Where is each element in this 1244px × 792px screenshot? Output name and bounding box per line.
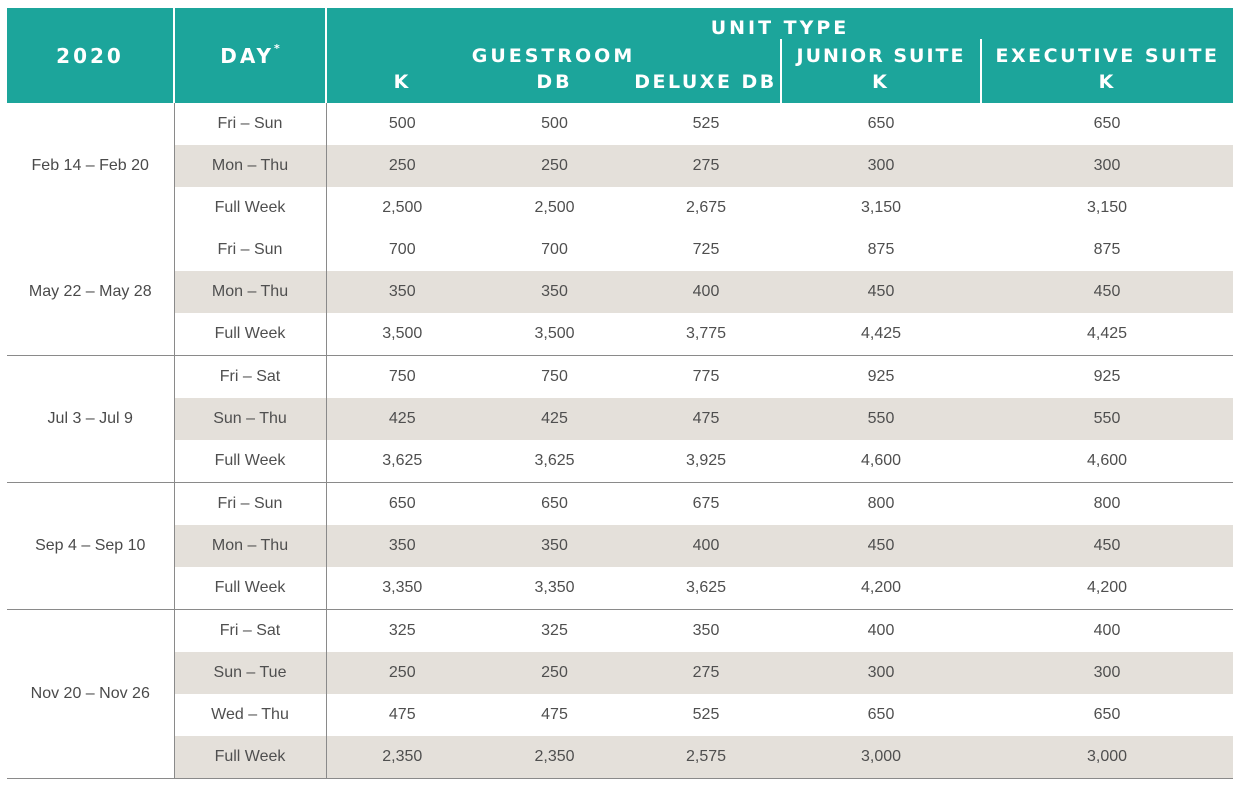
day-range: Fri – Sun [174, 103, 326, 145]
points-value: 325 [541, 622, 568, 639]
day-range: Fri – Sun [174, 483, 326, 526]
year-header: 2020 [7, 8, 174, 103]
points-value: 300 [981, 145, 1233, 187]
table-row [7, 356, 1233, 399]
day-range: Mon – Thu [174, 145, 326, 187]
day-footnote-mark: * [273, 41, 280, 55]
points-value: 3,000 [981, 736, 1233, 779]
table-row [7, 398, 1233, 440]
points-value: 350 [326, 525, 478, 567]
period-label: Jul 3 – Jul 9 [7, 356, 174, 483]
points-value: 4,600 [981, 440, 1233, 483]
day-range: Full Week [174, 187, 326, 229]
table-row [7, 440, 1233, 483]
points-value: 450 [981, 271, 1233, 313]
points-value: 300 [781, 652, 981, 694]
table-row [7, 610, 1233, 653]
period-label: May 22 – May 28 [7, 229, 174, 356]
points-value: 700 [541, 241, 568, 258]
day-header: DAY* [174, 8, 326, 103]
points-value: 800 [867, 495, 895, 512]
table-row [7, 271, 1233, 313]
day-range: Wed – Thu [174, 694, 326, 736]
table-row [7, 313, 1233, 356]
points-value: 875 [867, 241, 895, 258]
points-value: 250 [326, 145, 478, 187]
period-label: Feb 14 – Feb 20 [7, 103, 174, 229]
points-value: 3,350 [326, 567, 478, 610]
points-value: 3,500 [326, 313, 478, 356]
points-value: 800 [1093, 495, 1121, 512]
points-value: 2,675 [685, 199, 727, 216]
points-value: 300 [781, 145, 981, 187]
table-row [7, 229, 1233, 271]
points-value: 3,625 [478, 440, 631, 483]
points-value: 875 [1093, 241, 1121, 258]
points-value: 4,600 [781, 440, 981, 483]
points-value: 2,350 [478, 736, 631, 779]
points-value: 3,925 [631, 440, 781, 483]
points-chart-table [7, 8, 1233, 779]
table-row [7, 145, 1233, 187]
points-value: 4,425 [781, 313, 981, 356]
points-value: 3,775 [631, 313, 781, 356]
points-value: 650 [541, 495, 568, 512]
rate-rows [7, 103, 1233, 779]
points-value: 350 [692, 622, 720, 639]
points-value: 450 [781, 525, 981, 567]
points-value: 650 [867, 115, 895, 132]
points-value: 4,425 [981, 313, 1233, 356]
points-value: 350 [478, 271, 631, 313]
points-value: 3,500 [478, 313, 631, 356]
guestroom-header: GUESTROOM [326, 39, 781, 67]
points-value: 500 [388, 115, 416, 132]
period-label: Sep 4 – Sep 10 [7, 483, 174, 610]
day-range: Full Week [174, 440, 326, 483]
day-range: Full Week [174, 567, 326, 610]
points-value: 525 [692, 706, 720, 723]
points-value: 3,150 [1086, 199, 1128, 216]
day-range: Full Week [174, 736, 326, 779]
executive-suite-k-header: K [981, 67, 1233, 103]
junior-suite-k-header: K [781, 67, 981, 103]
day-range: Sun – Tue [174, 652, 326, 694]
points-value: 400 [631, 271, 781, 313]
points-value: 750 [388, 368, 416, 385]
points-value: 400 [1093, 622, 1121, 639]
day-range: Mon – Thu [174, 525, 326, 567]
executive-suite-header: EXECUTIVE SUITE [981, 39, 1233, 67]
points-value: 3,150 [860, 199, 902, 216]
day-range: Full Week [174, 313, 326, 356]
points-value: 400 [631, 525, 781, 567]
table-row [7, 567, 1233, 610]
points-value: 675 [692, 495, 720, 512]
points-value: 525 [692, 115, 720, 132]
day-range: Fri – Sat [174, 610, 326, 653]
points-value: 350 [478, 525, 631, 567]
junior-suite-header: JUNIOR SUITE [781, 39, 981, 67]
points-value: 2,500 [382, 199, 423, 216]
points-value: 4,200 [981, 567, 1233, 610]
points-value: 3,000 [781, 736, 981, 779]
points-value: 650 [1093, 115, 1121, 132]
guestroom-db-header: DB [478, 67, 631, 103]
points-value: 275 [631, 145, 781, 187]
table-row [7, 652, 1233, 694]
points-value: 250 [478, 652, 631, 694]
points-value: 650 [388, 495, 416, 512]
points-value: 3,350 [478, 567, 631, 610]
points-value: 500 [541, 115, 568, 132]
period-label: Nov 20 – Nov 26 [7, 610, 174, 779]
points-value: 775 [692, 368, 720, 385]
points-value: 725 [692, 241, 720, 258]
points-value: 3,625 [631, 567, 781, 610]
points-value: 4,200 [781, 567, 981, 610]
points-value: 3,625 [326, 440, 478, 483]
points-value: 550 [981, 398, 1233, 440]
points-value: 450 [981, 525, 1233, 567]
day-range: Fri – Sun [174, 229, 326, 271]
points-value: 450 [781, 271, 981, 313]
points-value: 325 [388, 622, 416, 639]
table-row [7, 694, 1233, 736]
points-value: 700 [388, 241, 416, 258]
day-range: Mon – Thu [174, 271, 326, 313]
points-value: 350 [326, 271, 478, 313]
day-range: Sun – Thu [174, 398, 326, 440]
points-value: 425 [326, 398, 478, 440]
table-row [7, 103, 1233, 145]
day-range: Fri – Sat [174, 356, 326, 399]
points-value: 925 [1093, 368, 1121, 385]
points-value: 650 [867, 706, 895, 723]
points-value: 550 [781, 398, 981, 440]
points-value: 2,350 [326, 736, 478, 779]
table-row [7, 483, 1233, 526]
table-row [7, 736, 1233, 779]
points-value: 250 [326, 652, 478, 694]
points-value: 425 [478, 398, 631, 440]
points-value: 2,575 [631, 736, 781, 779]
points-value: 650 [1093, 706, 1121, 723]
points-value: 475 [388, 706, 416, 723]
table-row [7, 525, 1233, 567]
points-value: 475 [631, 398, 781, 440]
points-value: 300 [981, 652, 1233, 694]
points-value: 475 [541, 706, 568, 723]
points-value: 925 [867, 368, 895, 385]
deluxe-db-header: DELUXE DB [631, 67, 781, 103]
unit-type-header: UNIT TYPE [326, 8, 1233, 39]
points-value: 250 [478, 145, 631, 187]
table-row [7, 187, 1233, 229]
points-value: 400 [867, 622, 895, 639]
points-value: 2,500 [534, 199, 575, 216]
points-value: 275 [631, 652, 781, 694]
guestroom-k-header: K [326, 67, 478, 103]
points-value: 750 [541, 368, 568, 385]
